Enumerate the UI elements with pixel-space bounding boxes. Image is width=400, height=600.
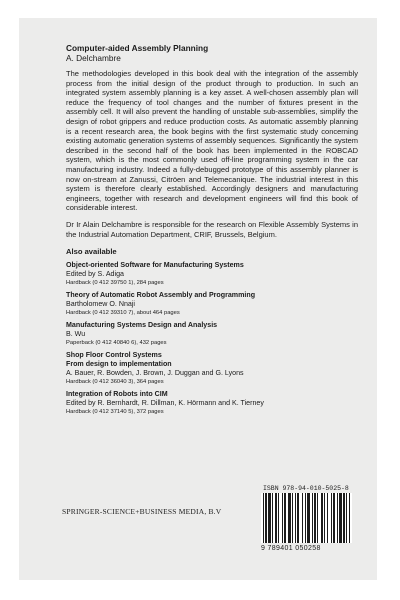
related-book [66,291,358,317]
related-book-authors: Edited by R. Bernhardt, R. Dillman, K. Hörmann and K. Tierney [66,399,264,408]
publisher-name: SPRINGER-SCIENCE+BUSINESS MEDIA, B.V [62,507,222,516]
cover-text [66,43,358,420]
book-description: The methodologies developed in this book deal with the integration of the assembly process from the initial design of the product through to production. In such an integrated system assembly planning is a key asset. A well-chosen assembly plan will reduce the frequency of tool changes and the number of fixtures present in the assembly cell. It will also prevent the handling of unstable sub-assemblies, simplify the design of robot grippers and reduce production costs. As automatic assembly planning is a recent research area, the book begins with the first systematic study concerning existing automatic generation systems of assembly sequences. Significantly the system described in the second half of the book has been implemented in the ROBCAD system, which is the most commonly used off-line programming system in the car manufacturing industry. Indeed a fully-debugged prototype of this assembly planner is now on-stream at Zanussi, Citröen and Telemecanique. The industrial interest in this system is therefore clearly established. Accordingly designers and manufacturing engineers, together with research and development engineers will find this book of considerable interest. [66,69,358,213]
related-book-title: Integration of Robots into CIM [66,390,168,399]
related-book-title: Manufacturing Systems Design and Analysis [66,321,218,330]
related-book-authors: Edited by S. Adiga [66,270,124,279]
related-book-publication: Paperback (0 412 40840 6), 432 pages [66,340,167,347]
related-book [66,351,358,386]
related-book-publication: Hardback (0 412 36040 3), 364 pages [66,379,164,386]
related-book-title: Object-oriented Software for Manufacturing Systems [66,261,244,270]
related-book-publication: Hardback (0 412 39750 1), 284 pages [66,280,164,287]
barcode-digits: 9 789401 050258 [261,545,321,552]
related-book-authors: B. Wu [66,330,86,339]
related-book-publication: Hardback (0 412 37140 5), 372 pages [66,409,164,416]
book-title: Computer-aided Assembly Planning [66,43,209,53]
related-book-title: Theory of Automatic Robot Assembly and Programming [66,291,256,300]
related-book-publication: Hardback (0 412 39310 7), about 464 pages [66,310,180,317]
related-book [66,261,358,287]
author-bio: Dr Ir Alain Delchambre is responsible for the research on Flexible Assembly Systems in the Industrial Automation Department, CRIF, Brussels, Belgium. [66,219,358,239]
also-available-heading: Also available [66,247,117,257]
related-book-title: Shop Floor Control Systems From design to implementation [66,351,172,369]
barcode-bars [261,493,352,543]
book-author: A. Delchambre [66,53,121,63]
isbn-text: ISBN 978-94-010-5025-8 [263,485,349,492]
related-book-authors: A. Bauer, R. Bowden, J. Brown, J. Duggan and G. Lyons [66,369,244,378]
related-book [66,390,358,416]
related-book [66,321,358,347]
related-book-authors: Bartholomew O. Nnaji [66,300,135,309]
barcode [261,493,352,543]
